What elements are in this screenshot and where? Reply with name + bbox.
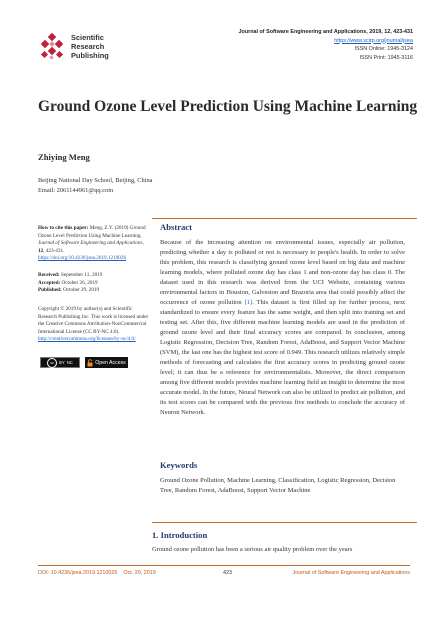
- citation-text-1: Meng, Z.Y. (2019) Ground Ozone Level Prediction Using Machine Learning.: [38, 225, 146, 239]
- paper-title: Ground Ozone Level Prediction Using Machine Learning: [38, 98, 418, 115]
- reference-link[interactable]: [1]: [244, 299, 253, 306]
- accepted-label: Accepted:: [38, 279, 61, 286]
- footer-doi-date: DOI: 10.4236/jsea.2019.1210026 Oct. 29, 2019: [38, 570, 156, 576]
- affiliation-line: Beijing National Day School, Beijing, China: [38, 177, 153, 184]
- dates-block: [38, 272, 150, 295]
- publisher-name-line2: Research: [71, 42, 105, 51]
- received-date: [38, 272, 150, 280]
- author-affiliation: [38, 176, 153, 195]
- issn-online: ISSN Online: 1945-3124: [354, 46, 413, 53]
- abstract-text-part2: . This dataset is first filled up for further process, next standardized to ensure every feature has the same weight, and then split into training set and testing set. After this, five different machine learning models are used in the prediction of ground ozone level and their final accuracy scores are compared. In conclusion, among Logistic Regression, Decision Tree, Random Forest, AdaBoost, and Support Vector Machine (SVM), the last one has the highest test score of 0.949. This research utilizes relatively simple methods of forecasting and calculates the first accuracy scores in predicting ground ozone level; it can thus be a reference for environmentalists. Moreover, the direct comparison among five different models provides machine learning field an insight to determine the most accurate model. In the future, Neural Network can also be utilized to predict air pollution, and its test scores can be compared with the previous five methods to conclude the accuracy of Neuron Network.: [160, 299, 405, 416]
- publisher-name-line1: Scientific: [71, 33, 104, 42]
- citation-volume: 12: [38, 247, 44, 254]
- abstract-text: [160, 238, 405, 418]
- citation-text-2: ,: [142, 240, 144, 247]
- footer-journal-name: Journal of Software Engineering and Applications: [292, 570, 410, 576]
- license-badges: [38, 357, 150, 369]
- citation-block: [38, 225, 150, 263]
- accepted-value: October 26, 2019: [60, 279, 98, 286]
- publisher-name: [71, 33, 109, 60]
- received-label: Received:: [38, 272, 60, 278]
- publisher-logo-icon: [38, 33, 66, 61]
- creative-commons-icon: cc: [47, 358, 57, 368]
- introduction-text: Ground ozone pollution has been a serious air quality problem over the years: [152, 546, 353, 553]
- journal-url-link[interactable]: https://www.scirp.org/journal/jsea: [334, 37, 413, 44]
- open-lock-icon: [87, 359, 93, 367]
- by-label: BY: [59, 360, 65, 365]
- accepted-date: [38, 280, 150, 288]
- keywords-text: Ground Ozone Pollution, Machine Learning, Classification, Logistic Regression, Decision Tree, Random Forest, AdaBoost, Support Vector Machine: [160, 477, 396, 494]
- abstract-text-part1: Because of the increasing attention on environmental issues, especially air pollution, predicting whether a day is polluted or not is necessary to people's health. In order to solve this problem, this research is classifying ground ozone level based on big data and machine learning models, where polluted ozone day has class 1 and non-ozone day has class 0. The dataset used in this research was derived from the UCI Website, containing various environmental factors in Houston, Galveston and Brazoria area that could possibly affect the occurrence of ozone pollution: [160, 239, 405, 306]
- issn-print: ISSN Print: 1945-3116: [359, 54, 413, 61]
- cc-by-nc-badge[interactable]: [40, 357, 80, 368]
- footer-rule: [38, 565, 410, 566]
- nc-label: NC: [66, 360, 73, 365]
- published-label: Published:: [38, 287, 62, 294]
- open-access-label: Open Access: [95, 359, 126, 366]
- author-email: Email: 2061144961@qq.com: [38, 186, 114, 194]
- keywords-heading: Keywords: [160, 460, 198, 470]
- open-access-badge[interactable]: [85, 357, 128, 368]
- journal-header: [239, 28, 413, 62]
- received-value: September 11, 2019: [59, 272, 103, 278]
- published-date: [38, 287, 150, 295]
- author-name: Zhiying Meng: [38, 152, 90, 162]
- keywords-rule: [152, 522, 417, 523]
- published-value: October 29, 2019: [61, 287, 100, 294]
- abstract-rule: [152, 218, 417, 219]
- license-link[interactable]: http://creativecommons.org/licenses/by-nc/4.0/: [38, 336, 136, 343]
- citation-doi-link[interactable]: https://doi.org/10.4236/jsea.2019.1210026: [38, 255, 127, 262]
- citation-journal: Journal of Software Engineering and Applications: [38, 240, 143, 247]
- publisher-name-line3: Publishing: [71, 51, 109, 60]
- page-number: 423: [223, 570, 232, 576]
- copyright-text: Copyright © 2019 by author(s) and Scientific Research Publishing Inc. This work is licensed under the Creative Commons Attribution-NonCommercial International License (CC BY-NC 4.0).: [38, 306, 149, 335]
- introduction-heading: 1. Introduction: [152, 530, 208, 540]
- abstract-heading: Abstract: [160, 222, 192, 232]
- citation-heading: How to cite this paper:: [38, 225, 89, 231]
- copyright-block: [38, 306, 150, 344]
- journal-name-line: Journal of Software Engineering and Applications, 2019, 12, 423-431: [238, 29, 413, 35]
- citation-text-3: , 423-431.: [43, 247, 65, 254]
